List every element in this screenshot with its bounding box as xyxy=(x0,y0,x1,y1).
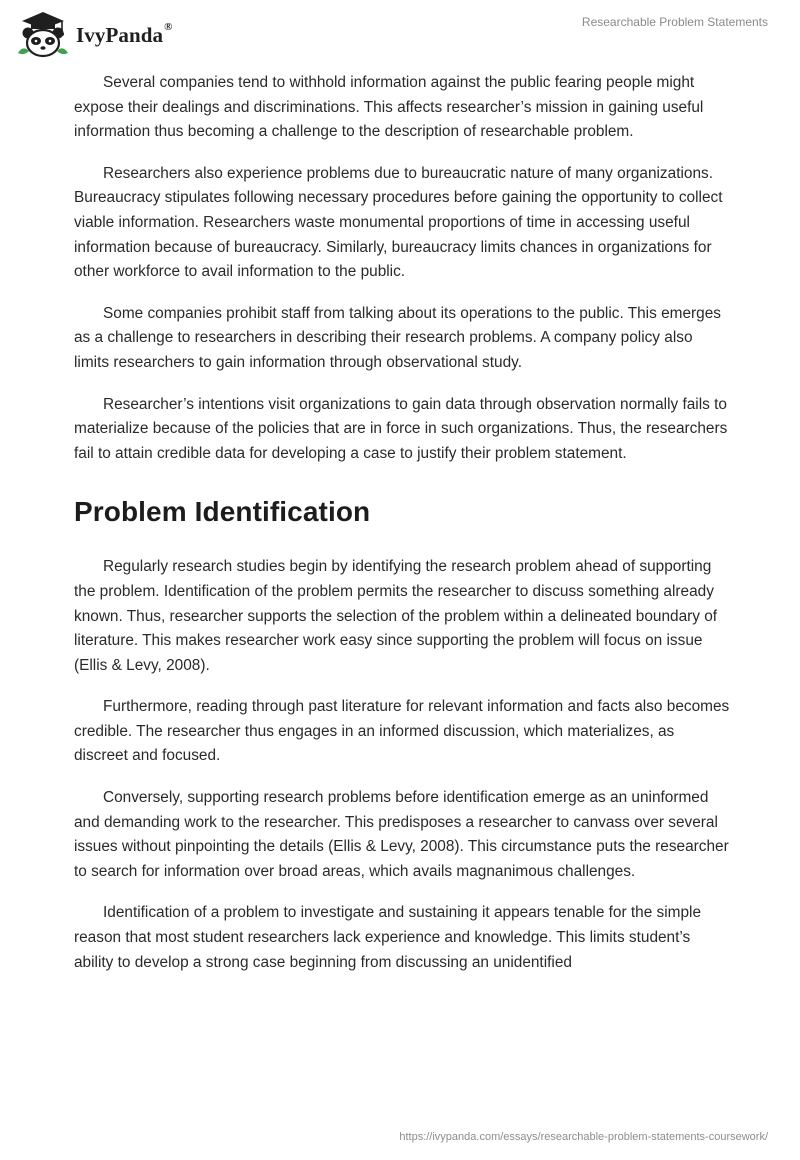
brand-name xyxy=(76,20,173,48)
registered-mark: ® xyxy=(164,20,173,33)
source-url[interactable]: https://ivypanda.com/essays/researchable-problem-statements-coursework/ xyxy=(399,1131,768,1143)
paragraph: Conversely, supporting research problems before identification emerge as an uninformed and demanding work to the researcher. This predisposes a researcher to canvass over several issues without pinpointing the details (Ellis & Levy, 2008). This circumstance puts the researcher to search for information over broad areas, which avails magnanimous challenges. xyxy=(74,789,729,880)
brand-text: IvyPanda xyxy=(76,22,164,47)
document-title: Researchable Problem Statements xyxy=(581,15,768,29)
section-heading: Problem Identification xyxy=(74,496,371,528)
ivypanda-logo[interactable] xyxy=(14,9,173,59)
paragraph: Furthermore, reading through past literature for relevant information and facts also becomes credible. The researcher thus engages in an informed discussion, which materializes, as discreet and focused. xyxy=(74,698,730,765)
paragraph: Identification of a problem to investigate and sustaining it appears tenable for the simple reason that most student researchers lack experience and knowledge. This limits student’s ability to develop a strong case beginning from discussing an unidentified xyxy=(74,904,702,971)
paragraph: Researchers also experience problems due to bureaucratic nature of many organizations. Bureaucracy stipulates following necessary procedures before gaining the opportunity to collect viable information. Researchers waste monumental proportions of time in accessing useful information because of bureaucracy. Similarly, bureaucracy limits chances in organizations for other workforce to avail information to the public. xyxy=(74,164,723,281)
paragraph: Several companies tend to withhold information against the public fearing people might expose their dealings and discriminations. This affects researcher’s mission in gaining useful information thus becoming a challenge to the description of researchable problem. xyxy=(74,74,704,141)
essay-body xyxy=(74,71,730,992)
panda-graduate-icon xyxy=(14,9,72,59)
page-header xyxy=(0,0,800,70)
paragraph: Regularly research studies begin by identifying the research problem ahead of supporting the problem. Identification of the problem permits the researcher to discuss something already known. Thus, researcher supports the selection of the problem within a delineated boundary of literature. This makes researcher work easy since supporting the problem will focus on issue (Ellis & Levy, 2008). xyxy=(74,558,718,674)
paragraph: Researcher’s intentions visit organizations to gain data through observation normally fails to materialize because of the policies that are in force in such organizations. Thus, the researchers fail to attain credible data for developing a case to justify their problem statement. xyxy=(74,395,728,462)
paragraph: Some companies prohibit staff from talking about its operations to the public. This emerges as a challenge to researchers in describing their research problems. A company policy also limits researchers to gain information through observational study. xyxy=(74,304,721,371)
